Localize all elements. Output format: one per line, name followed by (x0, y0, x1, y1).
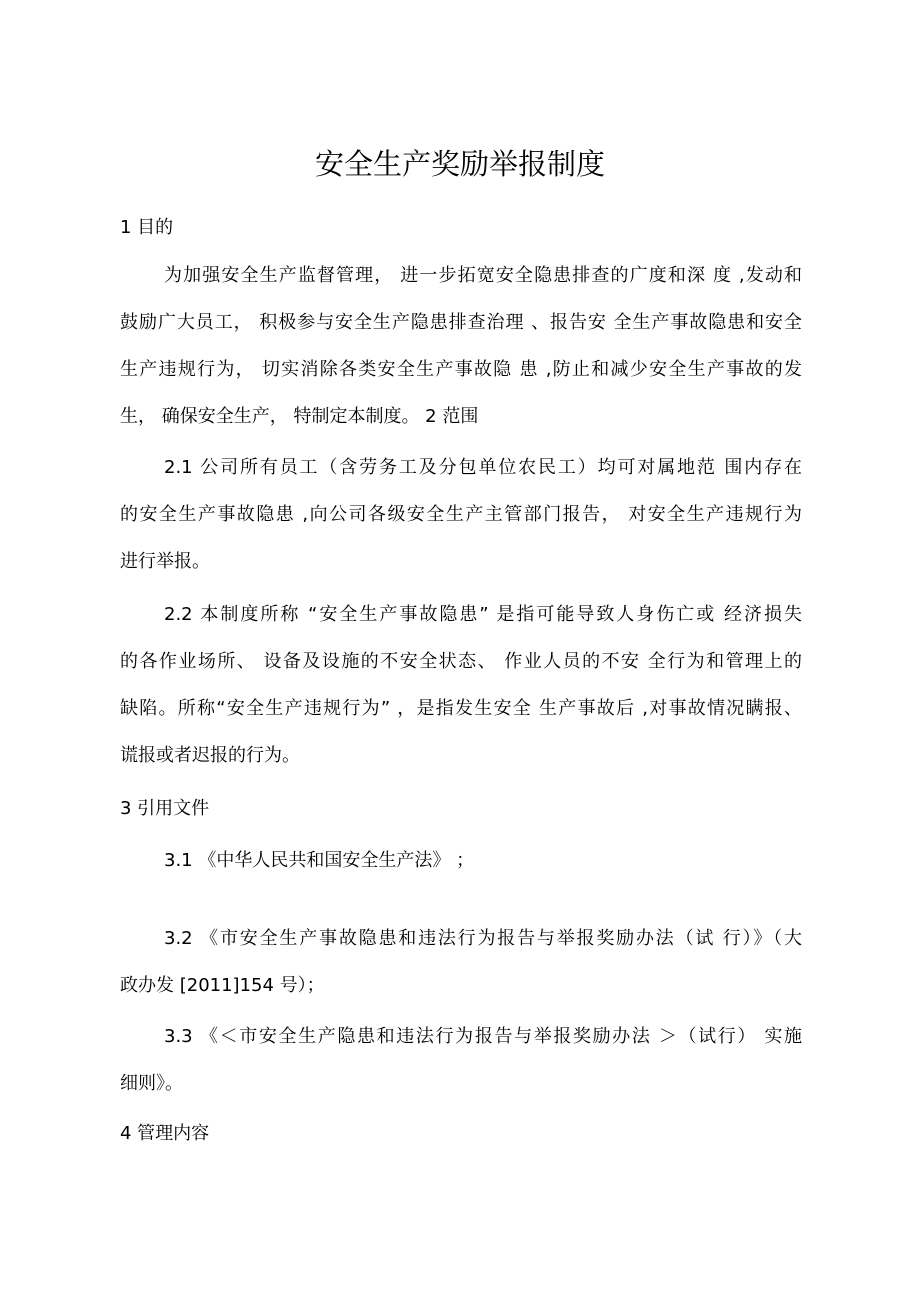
text-line: 3.2 《市安全生产事故隐患和违法行为报告与举报奖励办法（试 行）》（大 (164, 928, 802, 949)
text-line: 鼓励广大员工， 积极参与安全生产隐患排查治理 、报告安 全生产事故隐患和安全 (120, 312, 802, 333)
text-line: 进行举报。 (120, 551, 210, 572)
text-line: 为加强安全生产监督管理， 进一步拓宽安全隐患排查的广度和深 度 ,发动和 (164, 265, 802, 286)
text-line: 谎报或者迟报的行为。 (120, 745, 300, 766)
paragraph-scope-2-1 (120, 444, 802, 585)
text-line: 细则》。 (120, 1073, 183, 1094)
document-title: 安全生产奖励举报制度 (314, 147, 605, 181)
section-heading-references: 3 引用文件 (120, 798, 210, 819)
text-line: 3.3 《＜市安全生产隐患和违法行为报告与举报奖励办法 ＞（试行） 实施 (164, 1026, 802, 1047)
paragraph-scope-2-2 (120, 591, 802, 779)
paragraph-purpose (120, 252, 802, 440)
text-line: 缺陷。所称“安全生产违规行为” ，是指发生安全 生产事故后 ,对事故情况瞒报、 (120, 698, 802, 719)
text-line: 生产违规行为， 切实消除各类安全生产事故隐 患 ,防止和减少安全生产事故的发 (120, 359, 802, 380)
text-line: 2.2 本制度所称 “安全生产事故隐患” 是指可能导致人身伤亡或 经济损失 (164, 604, 802, 625)
text-line: 的各作业场所、 设备及设施的不安全状态、 作业人员的不安 全行为和管理上的 (120, 651, 802, 672)
reference-item-3-3 (120, 1013, 802, 1107)
reference-item-3-1 (120, 837, 802, 884)
section-heading-management: 4 管理内容 (120, 1123, 210, 1144)
reference-item-3-2 (120, 915, 802, 1009)
text-line: 政办发 [2011]154 号）； (120, 975, 325, 996)
text-line: 生， 确保安全生产， 特制定本制度。 2 范围 (120, 406, 479, 427)
section-heading-purpose: 1 目的 (120, 217, 174, 238)
text-line: 3.1 《中华人民共和国安全生产法》 ； (164, 850, 475, 871)
text-line: 2.1 公司所有员工（含劳务工及分包单位农民工）均可对属地范 围内存在 (164, 457, 802, 478)
text-line: 的安全生产事故隐患 ,向公司各级安全生产主管部门报告， 对安全生产违规行为 (120, 504, 802, 525)
